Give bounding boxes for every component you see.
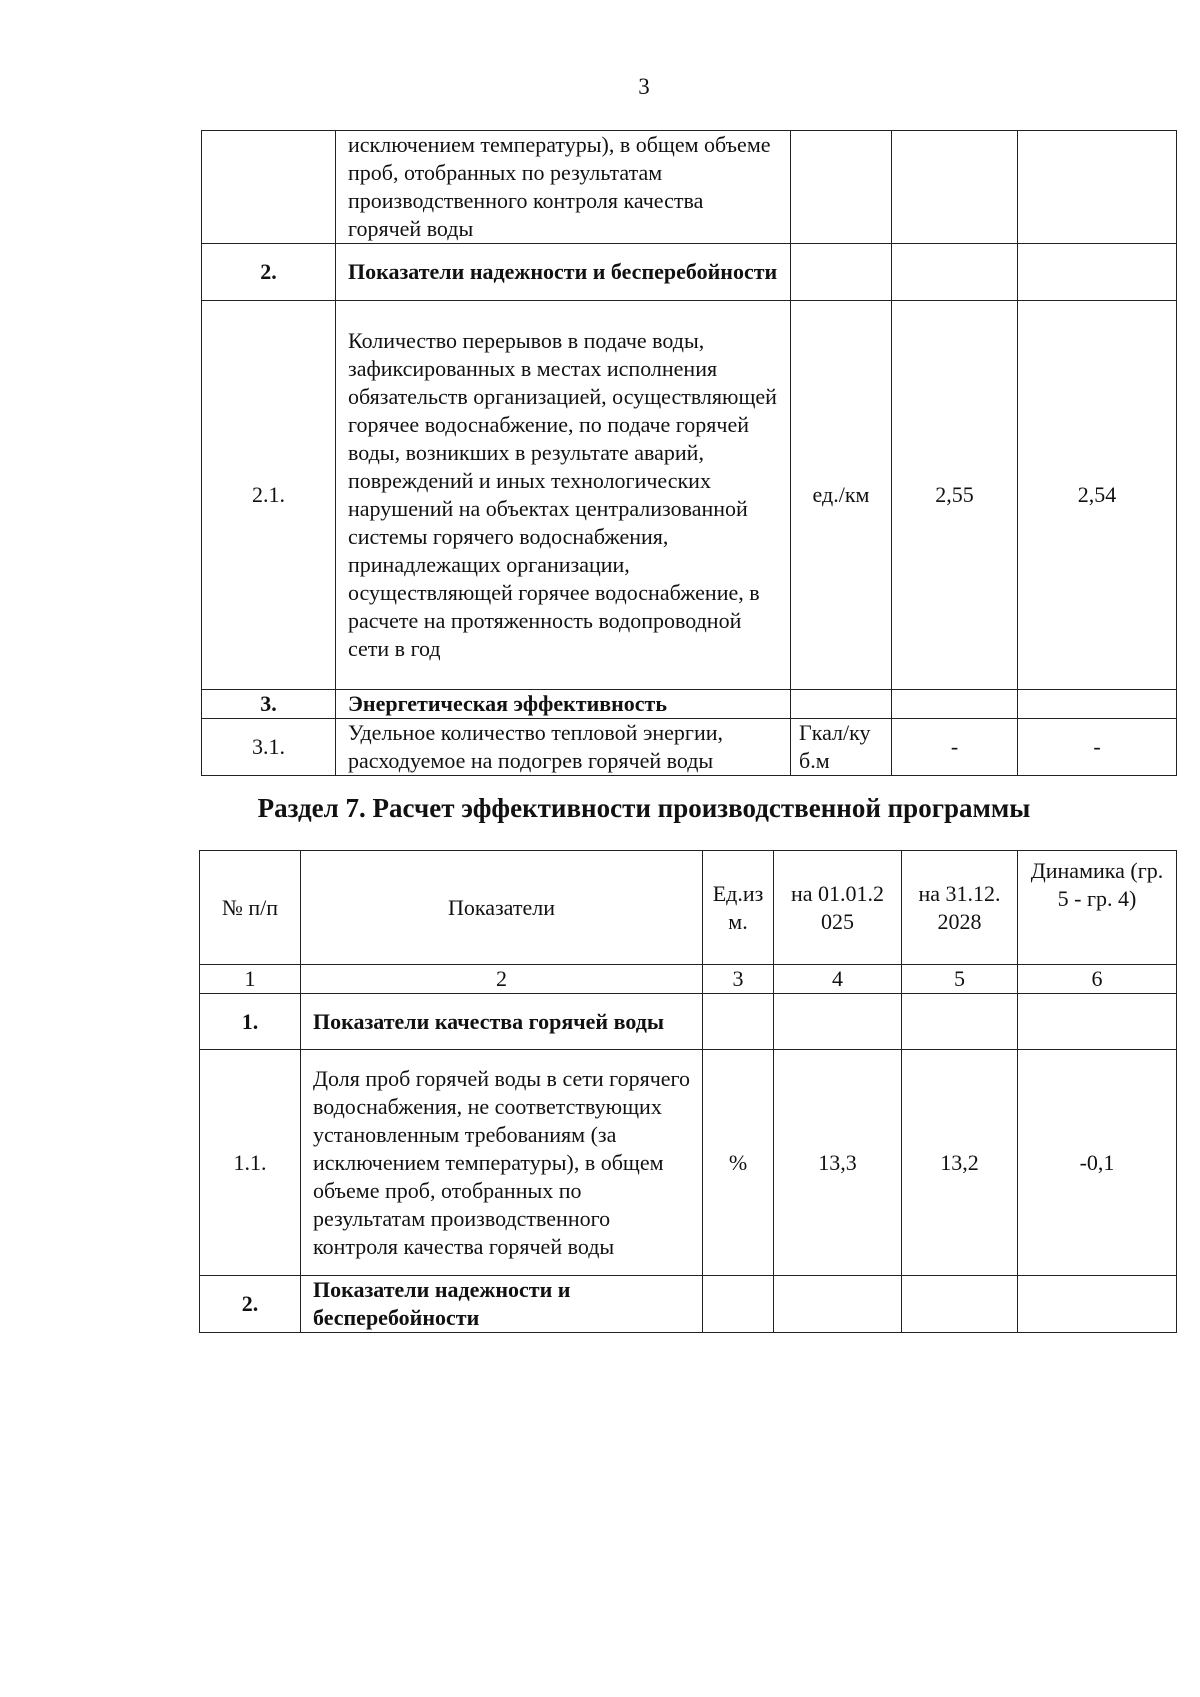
dynamics-cell <box>1018 1276 1177 1333</box>
indicator-text: Показатели качества горячей воды <box>301 994 703 1050</box>
col-number: 2 <box>301 965 703 994</box>
table-row <box>200 994 1177 1050</box>
value-cell: - <box>892 719 1018 776</box>
header-start-date: на 01.01.2025 <box>774 851 902 965</box>
value-cell <box>892 690 1018 719</box>
value-cell <box>902 994 1018 1050</box>
value-cell <box>892 244 1018 301</box>
value-cell: 2,54 <box>1018 301 1177 690</box>
header-end-date: на 31.12.2028 <box>902 851 1018 965</box>
table-row <box>202 690 1177 719</box>
header-dynamics: Динамика (гр. 5 - гр. 4) <box>1018 851 1177 965</box>
value-cell <box>1018 244 1177 301</box>
value-cell <box>1018 690 1177 719</box>
section-7-heading: Раздел 7. Расчет эффективности производственной программы <box>257 793 1031 823</box>
indicator-text: Удельное количество тепловой энергии, расходуемое на подогрев горячей воды <box>336 719 791 776</box>
table-row <box>202 719 1177 776</box>
unit-cell: % <box>703 1050 774 1276</box>
unit-cell <box>791 690 892 719</box>
col-number: 1 <box>200 965 301 994</box>
row-number <box>202 131 336 244</box>
table-header-row <box>200 851 1177 965</box>
table-row <box>202 244 1177 301</box>
indicator-text: Количество перерывов в подаче воды, зафиксированных в местах исполнения обязательств организацией, осуществляющей горячее водоснабжение, по подаче горячей воды, возникших в результате аварий, повреждений и иных технологических нарушений на объектах централизованной системы горячего водоснабжения, принадлежащих организации, осуществляющей горячее водоснабжение, в расчете на протяженность водопроводной сети в год <box>336 301 791 690</box>
unit-cell: Гкал/куб.м <box>791 719 892 776</box>
row-number: 1. <box>200 994 301 1050</box>
row-number: 1.1. <box>200 1050 301 1276</box>
col-number: 4 <box>774 965 902 994</box>
value-cell <box>892 131 1018 244</box>
col-number: 5 <box>902 965 1018 994</box>
row-number: 2. <box>202 244 336 301</box>
header-unit: Ед.изм. <box>703 851 774 965</box>
col-number: 3 <box>703 965 774 994</box>
indicator-text: исключением температуры), в общем объеме проб, отобранных по результатам производственного контроля качества горячей воды <box>336 131 791 244</box>
dynamics-cell <box>1018 994 1177 1050</box>
value-cell: - <box>1018 719 1177 776</box>
column-number-row <box>200 965 1177 994</box>
col-number: 6 <box>1018 965 1177 994</box>
page-number: 3 <box>638 74 650 99</box>
header-num: № п/п <box>200 851 301 965</box>
table-row <box>200 1050 1177 1276</box>
unit-cell <box>703 1276 774 1333</box>
efficiency-table <box>199 850 1177 1333</box>
unit-cell <box>703 994 774 1050</box>
indicator-text: Показатели надежности и бесперебойности <box>336 244 791 301</box>
unit-cell: ед./км <box>791 301 892 690</box>
table-row <box>202 131 1177 244</box>
value-cell: 2,55 <box>892 301 1018 690</box>
dynamics-cell: -0,1 <box>1018 1050 1177 1276</box>
indicator-text: Энергетическая эффективность <box>336 690 791 719</box>
row-number: 2.1. <box>202 301 336 690</box>
value-cell <box>902 1276 1018 1333</box>
value-cell <box>1018 131 1177 244</box>
indicator-text: Доля проб горячей воды в сети горячего водоснабжения, не соответствующих установленным требованиям (за исключением температуры), в общем объеме проб, отобранных по результатам производственного контроля качества горячей воды <box>301 1050 703 1276</box>
row-number: 3. <box>202 690 336 719</box>
table-row <box>200 1276 1177 1333</box>
value-cell <box>774 994 902 1050</box>
value-cell: 13,3 <box>774 1050 902 1276</box>
indicator-text: Показатели надежности и бесперебойности <box>301 1276 703 1333</box>
value-cell: 13,2 <box>902 1050 1018 1276</box>
row-number: 2. <box>200 1276 301 1333</box>
row-number: 3.1. <box>202 719 336 776</box>
header-indicator: Показатели <box>301 851 703 965</box>
indicators-table-continued <box>201 130 1177 776</box>
unit-cell <box>791 131 892 244</box>
value-cell <box>774 1276 902 1333</box>
unit-cell <box>791 244 892 301</box>
table-row <box>202 301 1177 690</box>
